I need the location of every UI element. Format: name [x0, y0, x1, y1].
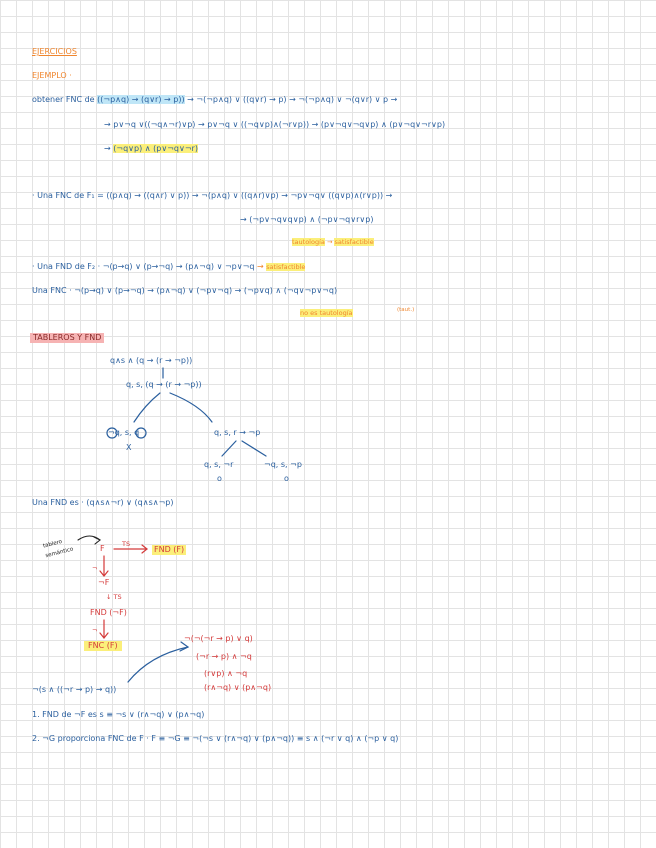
- tableau-rr2: ¬q, s, ¬p: [264, 460, 302, 469]
- diagram-bottom-expr: ¬(s ∧ ((¬r → p) → q)): [32, 685, 117, 694]
- tableau-circle-right: [136, 428, 146, 438]
- diagram-neg-1: ¬: [92, 564, 98, 572]
- fnc-example-rest: → ¬(¬p∧q) ∨ ((q∨r) → p) → ¬(¬p∧q) ∨ ¬(q∨r) ∨ p →: [187, 95, 398, 104]
- fnd-f2-prefix: · Una FND de: [32, 262, 85, 271]
- tableau-circle-left: [107, 428, 117, 438]
- diagram-curve-arrow: [128, 647, 188, 682]
- fnc-example-line3: → (¬q∨p) ∧ (p∨¬q∨¬r): [104, 144, 198, 153]
- diagram-expr-4: (r∧¬q) ∨ (p∧¬q): [204, 683, 272, 692]
- tableau-right: q, s, r → ¬p: [214, 428, 261, 437]
- tableau-leaf-mark-2: o: [284, 474, 289, 483]
- tableau-edge-right: [170, 393, 212, 422]
- diagram-fnc-f: FNC (F): [84, 641, 122, 651]
- fnc-example-line2b: p∨¬q ∨ ((¬q∨p)∧(¬r∨p)) → (p∨¬q∨¬q∨p) ∧ (p∨¬q∨¬r∨p): [207, 120, 446, 129]
- tag-tautologia: tautología: [292, 238, 325, 246]
- diagram-label-arrow-head: [94, 537, 100, 544]
- tag-satisfactible-1: satisfactible: [334, 238, 374, 246]
- tableau-edge-left: [134, 393, 160, 422]
- fnc-example-formula: ((¬p∧q) → (q∨r) → p)): [97, 95, 185, 104]
- fnc-f1-prefix: · Una FNC de: [32, 191, 85, 200]
- tableau-left-mark: X: [126, 443, 132, 452]
- fnc-example-result: (¬q∨p) ∧ (p∨¬q∨¬r): [113, 144, 198, 153]
- diagram-ts-2: ↓ TS: [106, 593, 122, 601]
- diagram-ts-1: TS: [122, 540, 131, 548]
- diagram-ts-2-label: TS: [113, 593, 122, 601]
- tableau-label-2: semántico: [44, 546, 75, 560]
- fnd-f2-line: · Una FND de F₂ · ¬(p→q) ∨ (p→¬q) → (p∧¬q) ∨ ¬p∨¬q → satisfactible: [32, 262, 306, 271]
- fnc-f2-prefix: Una FNC ·: [32, 286, 72, 295]
- fnc-f2-formula: ¬(p→q) ∨ (p→¬q) → (p∧¬q) ∨ (¬p∨¬q) → (¬p∨q) ∧ (¬q∨¬p∨¬q): [74, 286, 338, 295]
- diagram-curve-arrow-head: [180, 642, 188, 651]
- diagram-neg-2: ¬: [92, 626, 98, 634]
- tableau-rr1: q, s, ¬r: [204, 460, 234, 469]
- diagram-expr-2: (¬r → p) ∧ ¬q: [196, 652, 252, 661]
- fnc-f1-tags: tautología → satisfactible: [292, 238, 374, 246]
- fnc-f1-formula: F₁ = ((p∧q) → ((q∧r) ∨ p)) → ¬(p∧q) ∨ ((q∧r)∨p) → ¬p∨¬q∨ ((q∨p)∧(r∨p)) →: [86, 191, 393, 200]
- diagram-fnd-f: FND (F): [154, 545, 185, 554]
- tableau-node2: q, s, (q → (r → ¬p)): [126, 380, 202, 389]
- fnc-example-prefix: obtener FNC de: [32, 95, 95, 104]
- diagram-F: F: [100, 544, 105, 553]
- fnc-f2-tag2: (taut.): [397, 307, 415, 313]
- tag-no-tautologia: no es tautología: [300, 309, 353, 317]
- fnc-example-line2a: → p∨¬q ∨((¬q∧¬r)∨p) →: [104, 120, 205, 129]
- tableaux-result: Una FND es · (q∧s∧¬r) ∨ (q∧s∧¬p): [32, 498, 174, 507]
- tableaux-title: TABLEROS Y FND: [30, 333, 104, 343]
- page-title: EJERCICIOS: [32, 47, 77, 56]
- tableau-leaf-mark-1: o: [217, 474, 222, 483]
- tag-satisfactible-2: satisfactible: [266, 263, 306, 271]
- tableau-root: q∧s ∧ (q → (r → ¬p)): [110, 356, 193, 365]
- tableau-edge-rr1: [222, 441, 236, 456]
- tableau-label-1: tablero: [42, 538, 63, 550]
- fnd-f2-formula: F₂ · ¬(p→q) ∨ (p→¬q) → (p∧¬q) ∨ ¬p∨¬q: [87, 262, 255, 271]
- fnc-f1-line2: → (¬p∨¬q∨q∨p) ∧ (¬p∨¬q∨r∨p): [240, 215, 374, 224]
- diagram-expr-3: (r∨p) ∧ ¬q: [204, 669, 248, 678]
- subtitle-text: EJEMPLO ·: [32, 71, 72, 80]
- diagram-negF: ¬F: [98, 578, 110, 587]
- diagram-expr-1: ¬(¬(¬r → p) ∨ q): [184, 634, 253, 643]
- tableau-left: ¬q, s, q: [108, 428, 140, 437]
- tableau-edge-rr2: [242, 441, 266, 456]
- step-1: 1. FND de ¬F es s ≡ ¬s ∨ (r∧¬q) ∨ (p∧¬q): [32, 710, 205, 719]
- diagram-fnd-negF: FND (¬F): [90, 608, 127, 617]
- step-2: 2. ¬G proporciona FNC de F · F ≡ ¬G ≡ ¬(¬s ∨ (r∧¬q) ∨ (p∧¬q)) ≡ s ∧ (¬r ∨ q) ∧ (¬p ∨ q): [32, 734, 399, 743]
